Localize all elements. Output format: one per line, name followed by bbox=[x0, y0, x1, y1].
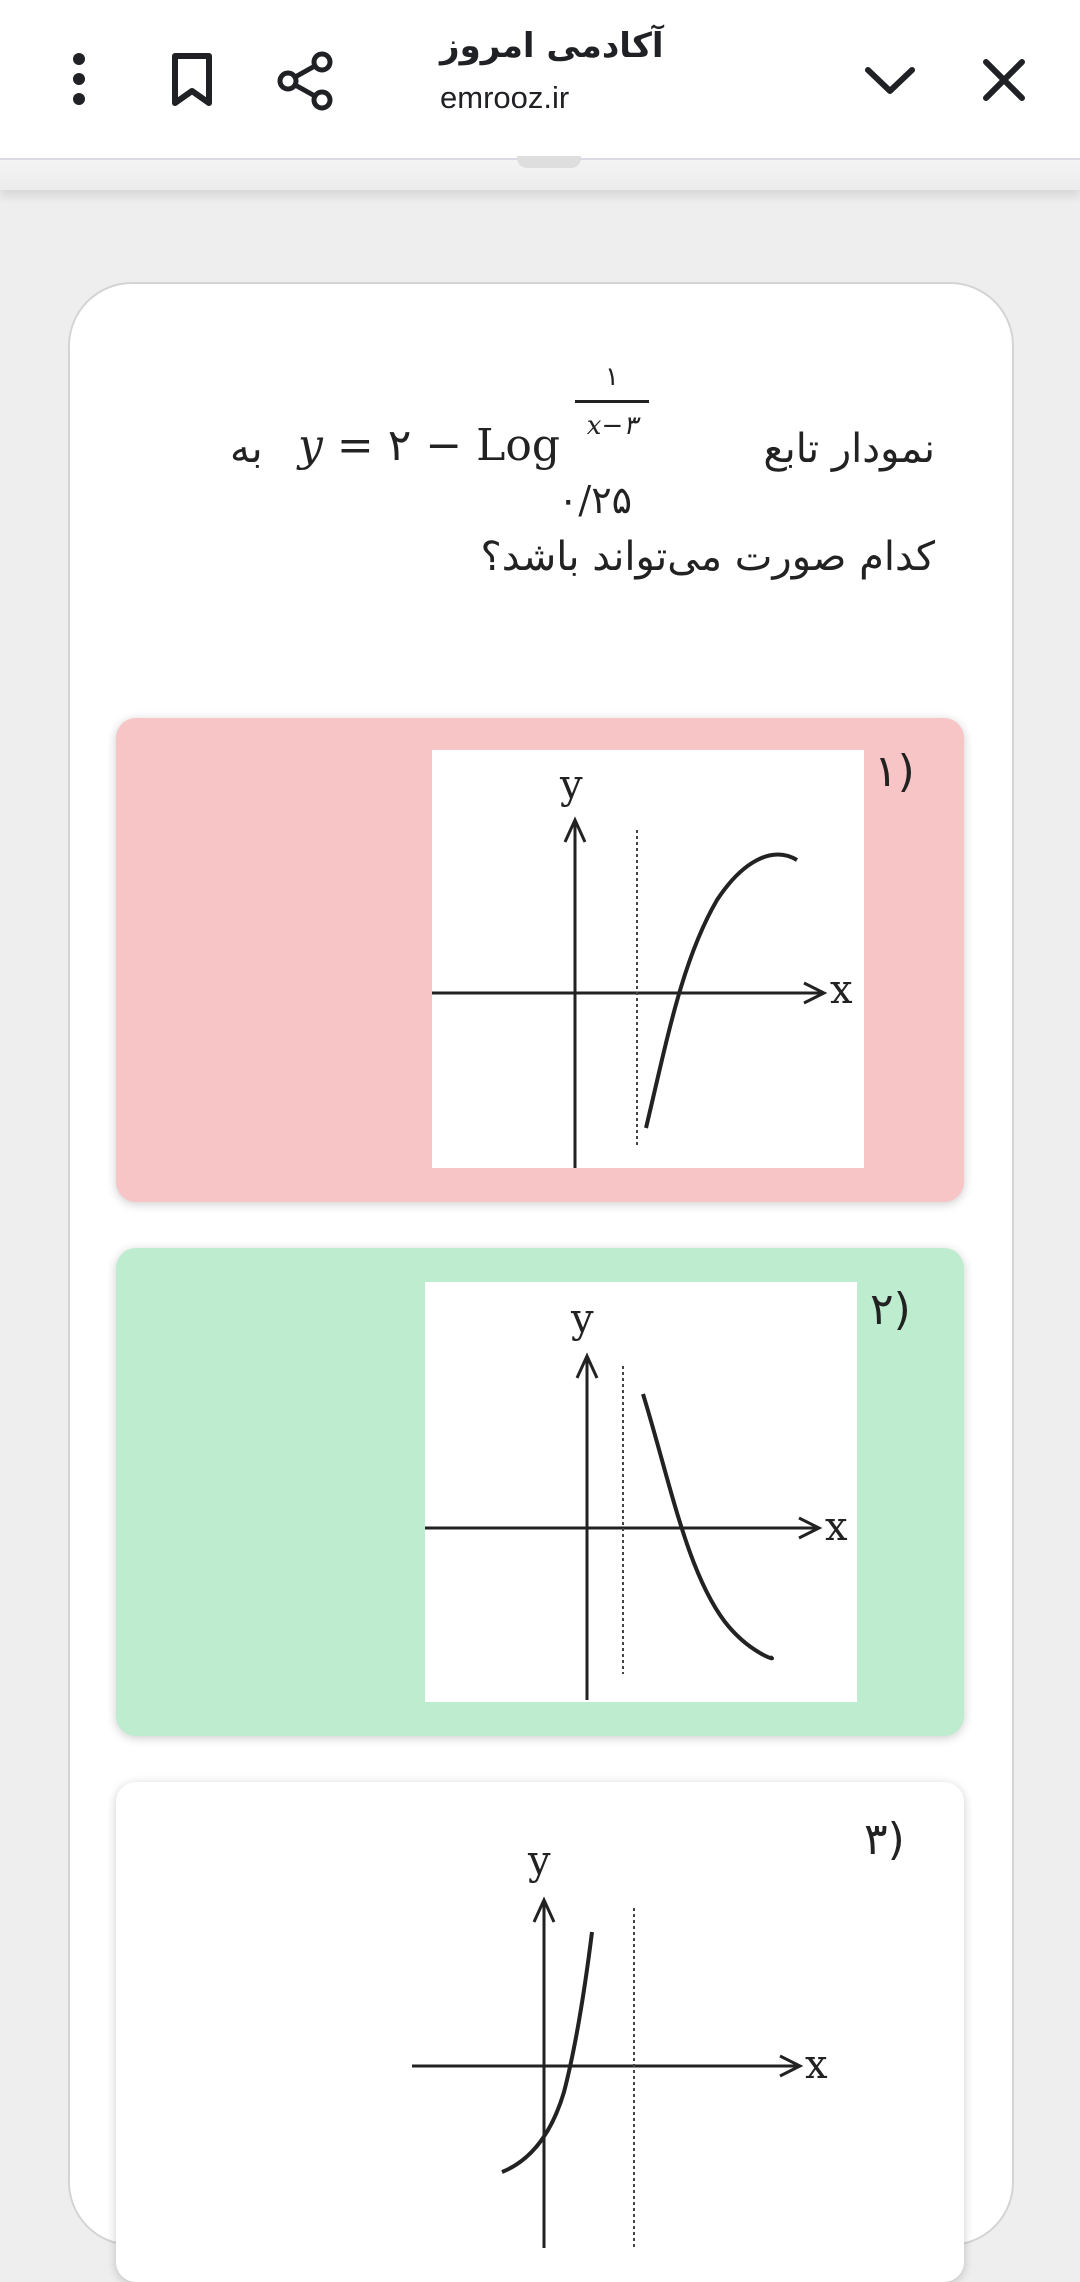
more-vert-icon bbox=[69, 53, 89, 105]
question-text bbox=[200, 360, 935, 600]
close-icon bbox=[982, 58, 1026, 102]
graph-increasing-left-of-asymptote bbox=[412, 1822, 844, 2248]
collapse-button[interactable] bbox=[858, 50, 922, 110]
answer-option-2[interactable] bbox=[116, 1248, 964, 1736]
axis-label-x: x bbox=[825, 1504, 848, 1550]
fraction-bar bbox=[575, 400, 649, 403]
axis-label-y: y bbox=[560, 762, 583, 808]
share-icon bbox=[276, 51, 334, 111]
graph-decreasing-right-asymptote bbox=[425, 1282, 857, 1702]
drag-handle[interactable] bbox=[517, 156, 581, 168]
bookmark-button[interactable] bbox=[160, 48, 224, 112]
answer-option-1[interactable] bbox=[116, 718, 964, 1202]
option-graph bbox=[432, 750, 864, 1168]
share-button[interactable] bbox=[270, 46, 340, 116]
log-fraction bbox=[575, 360, 649, 443]
axis-label-x: x bbox=[805, 2042, 828, 2088]
question-line2: کدام صورت می‌تواند باشد؟ bbox=[480, 534, 935, 580]
option-graph bbox=[425, 1282, 857, 1702]
browser-top-bar bbox=[0, 0, 1080, 160]
graph-increasing-right-asymptote bbox=[432, 750, 864, 1168]
log-base: ۰/۲۵ bbox=[558, 478, 633, 522]
site-url: emrooz.ir bbox=[440, 80, 570, 115]
question-formula bbox=[298, 420, 560, 471]
site-info bbox=[440, 26, 740, 116]
chevron-down-icon bbox=[864, 64, 916, 96]
option-number: ۳) bbox=[864, 1814, 905, 1865]
axis-label-x: x bbox=[830, 967, 853, 1013]
answer-option-3[interactable] bbox=[116, 1782, 964, 2282]
axis-label-y: y bbox=[571, 1296, 594, 1342]
question-line1: نمودار تابع bbox=[763, 426, 935, 472]
fraction-denominator: x−۳ bbox=[586, 411, 638, 441]
option-number: ۱) bbox=[874, 746, 915, 797]
formula-prefix: = ۲ − Log bbox=[336, 420, 561, 471]
option-number: ۲) bbox=[870, 1284, 911, 1335]
axis-label-y: y bbox=[528, 1838, 551, 1884]
bookmark-icon bbox=[170, 52, 214, 108]
more-options-button[interactable] bbox=[54, 46, 104, 112]
site-title: آکادمی امروز bbox=[440, 26, 664, 66]
question-suffix: به bbox=[230, 426, 263, 472]
option-graph bbox=[412, 1822, 844, 2248]
fraction-numerator: ۱ bbox=[605, 362, 619, 392]
close-button[interactable] bbox=[974, 50, 1034, 110]
formula-variable: y bbox=[298, 420, 323, 471]
